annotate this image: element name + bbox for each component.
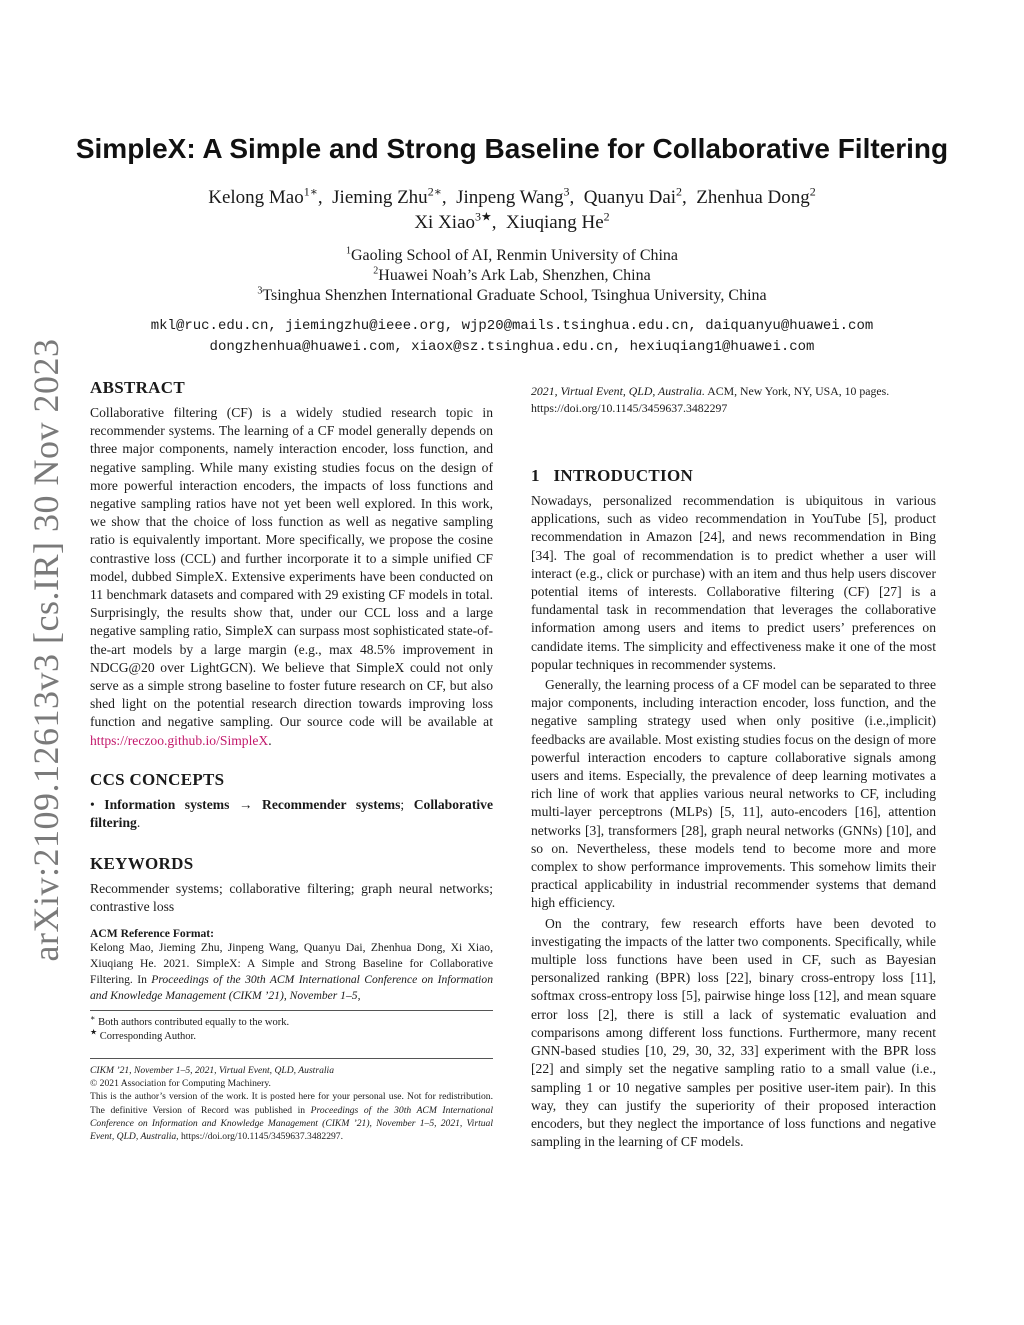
copyright-block [90,1064,493,1144]
acm-ref-heading: ACM Reference Format: [90,926,215,940]
conference-info: CIKM ’21, November 1–5, 2021, Virtual Event, QLD, Australia [90,1064,335,1076]
affiliation-list [0,246,1024,306]
author-separator: , [317,187,333,208]
author-separator: , [491,212,507,233]
acm-ref-doi: ACM, New York, NY, USA, 10 pages. https://doi.org/10.1145/3459637.3482297 [531,384,890,415]
footnote-marker: ∗ [90,1013,96,1023]
intro-paragraph: Generally, the learning process of a CF model can be separated to three major components, including interaction encoder, loss function, and the negative sampling strategy used when only positive (i.e.,implicit) feedbacks are available. Most existing studies focus on the design of more powerful interaction encoders to capture collaborative signals among users and items. Especially, the prevalence of deep learning motivates a rich line of work that applies various neural networks to CF, including multi-layer perceptrons (MLPs) [5, 11], auto-encoders [16], attention networks [3], transformers [28], graph neural networks (GNNs) [10], and so on. Nevertheless, these models tend to become more and more complex to show performance improvements. This somehow limits their practical applicability in industrial recommender systems that demand high efficiency. [531,677,936,911]
ccs-arrow: → [229,796,262,812]
right-column [531,383,936,1151]
version-note-text: This is the author’s version of the work. It is posted here for your personal use. Not for redistribution. The definitive Version of Record was published in [90,1091,493,1116]
affiliation [0,266,1024,286]
footnote [90,1013,493,1030]
ccs-item: Information systems [104,796,230,812]
version-note [90,1090,493,1143]
author-affil-marker: 1∗ [303,184,318,199]
author-affil-marker: 2 [603,209,610,224]
version-note-doi: , https://doi.org/10.1145/3459637.3482297. [176,1131,344,1143]
ccs-item: Collaborative filtering [90,796,493,831]
abstract-text: Collaborative filtering (CF) is a widely studied research topic in recommender systems. The learning of a CF model generally depends on three major components, namely interaction encoder, loss function, and negative sampling. While many existing studies focus on the design of more powerful interaction encoders, the impacts of loss functions and negative sampling ratios have not yet been well explored. In this work, we show that the choice of loss function as well as negative sampling ratio is equivalently important. More specifically, we propose the cosine contrastive loss (CCL) and further incorporate it to a simple unified CF model, dubbed SimpleX. Extensive experiments have been conducted on 11 benchmark datasets and compared with 29 existing CF models in total. Surprisingly, the results show that, under our CCL loss and a large negative sampling ratio, SimpleX can surpass most sophisticated state-of-the-art models by a large margin (e.g., max 48.5% improvement in NDCG@20 over LightGCN). We believe that SimpleX could not only serve as a simple strong baseline to foster future research on CF, but also shed light on the potential research direction towards improving loss function and negative sampling. Our source code will be available at [90,405,493,730]
author-separator: , [441,187,457,208]
author-line-1 [0,185,1024,210]
author-name: Kelong Mao [208,187,304,208]
source-code-link[interactable]: https://reczoo.github.io/SimpleX [90,732,269,748]
paper-title: SimpleX: A Simple and Strong Baseline for Collaborative Filtering [75,133,949,164]
author-name: Xiuqiang He [506,212,604,233]
footnote [90,1027,493,1044]
author-affil-marker: 3 [563,184,570,199]
version-note-venue: Proceedings of the 30th ACM International Conference on Information and Knowledge Management (CIKM ’21), November 1–5, 2021, Virtual Event, QLD, Australia [90,1104,494,1143]
abstract-tail: . [268,732,272,748]
ccs-item: Recommender systems [262,796,401,812]
affiliation [0,286,1024,306]
left-column [90,378,493,1143]
author-name: Jinpeng Wang [456,187,564,208]
affiliation-marker: 1 [345,245,351,257]
keywords-heading: KEYWORDS [90,854,194,874]
affiliation [0,246,1024,266]
acm-ref-body: Kelong Mao, Jieming Zhu, Jinpeng Wang, Quanyu Dai, Zhenhua Dong, Xi Xiao, Xiuqiang He. 2021. SimpleX: A Simple and Strong Baseline for Collaborative Filtering. In [90,940,493,986]
author-list [0,185,1024,235]
arxiv-identifier: arXiv:2109.12613v3 [cs.IR] 30 Nov 2023 [26,338,66,962]
acm-ref-continued [531,383,936,416]
affiliation-text: Gaoling School of AI, Renmin University of China [350,247,679,264]
ccs-separator: ; [400,796,414,812]
ccs-concepts [90,796,493,832]
intro-paragraph: Nowadays, personalized recommendation is ubiquitous in various applications, such as video recommendation in YouTube [5], product recommendation in Amazon [24], and news recommendation in Bing [34]. The goal of recommendation is to predict whether a user will interact (e.g., click or purchase) with an item and thus help users discover potential items of interests. Collaborative filtering (CF) [27] is a fundamental task in recommendation that leverages the collaborative information among users and items to predict users’ preferences on candidate items. The simplicity and effectiveness make it one of the most popular techniques in recommender systems. [531,493,936,672]
intro-paragraph: On the contrary, few research efforts have been devoted to investigating the impacts of the latter two components. Specifically, while multiple loss functions have been used in CF, such as Bayesian personalized ranking (BPR) loss [22], binary cross-entropy loss [11], softmax cross-entropy loss [5], pairwise hinge loss [12], and mean square error loss [2], there is still a lack of systematic evaluation and comparisons among different loss functions. Furthermore, many recent GNN-based studies [10, 29, 30, 32, 33] experiment with the BPR loss [22] and simply set the negative sampling ratio to a small value (i.e., sampling 1 or 10 negative samples per positive user-item pair). In this way, they can justify the superiority of their proposed interaction encoders, but they neglect the importance of loss functions and negative sampling in the learning of CF models. [531,915,936,1150]
author-separator: , [569,187,584,208]
email-list [0,316,1024,358]
author-name: Zhenhua Dong [696,187,810,208]
intro-heading: 1 INTRODUCTION [531,466,694,485]
author-affil-marker: 3★ [475,209,492,224]
ccs-bullet: • [90,796,95,812]
author-separator: , [682,187,697,208]
author-affil-marker: 2 [676,184,683,199]
abstract-body [90,404,493,750]
footnote-text: Both authors contributed equally to the work. [95,1016,290,1028]
affiliation-marker: 2 [373,265,379,277]
acm-ref-text [90,940,493,1004]
ccs-heading: CCS CONCEPTS [90,769,225,789]
author-name: Jieming Zhu [332,187,428,208]
footnotes [90,1013,493,1044]
ccs-tail: . [136,815,141,831]
copyright-divider [90,1058,493,1059]
keywords-text: Recommender systems; collaborative filtering; graph neural networks; contrastive loss [90,881,493,915]
author-name: Quanyu Dai [583,187,677,208]
footnote-text: Corresponding Author. [97,1030,197,1042]
author-line-2 [0,210,1024,235]
footnote-divider [90,1010,493,1011]
footnote-marker: ★ [90,1027,98,1037]
acm-ref-venue: Proceedings of the 30th ACM International Conference on Information and Knowledge Management (CIKM ’21), November 1–5, [90,972,493,1002]
author-affil-marker: 2∗ [427,184,442,199]
affiliation-marker: 3 [257,285,263,297]
email-line: dongzhenhua@huawei.com, xiaox@sz.tsinghua.edu.cn, hexiuqiang1@huawei.com [209,339,815,355]
author-affil-marker: 2 [809,184,816,199]
affiliation-text: Huawei Noah’s Ark Lab, Shenzhen, China [378,267,651,284]
conference-line [90,1064,493,1077]
author-name: Xi Xiao [414,212,476,233]
arxiv-sidebar [20,320,72,980]
email-line: mkl@ruc.edu.cn, jiemingzhu@ieee.org, wjp20@mails.tsinghua.edu.cn, daiquanyu@huawei.com [150,318,874,334]
copyright-line: © 2021 Association for Computing Machinery. [90,1077,271,1089]
affiliation-text: Tsinghua Shenzhen International Graduate School, Tsinghua University, China [262,287,767,304]
abstract-heading: ABSTRACT [90,378,185,397]
acm-ref-venue-cont: 2021, Virtual Event, QLD, Australia. [531,384,705,398]
